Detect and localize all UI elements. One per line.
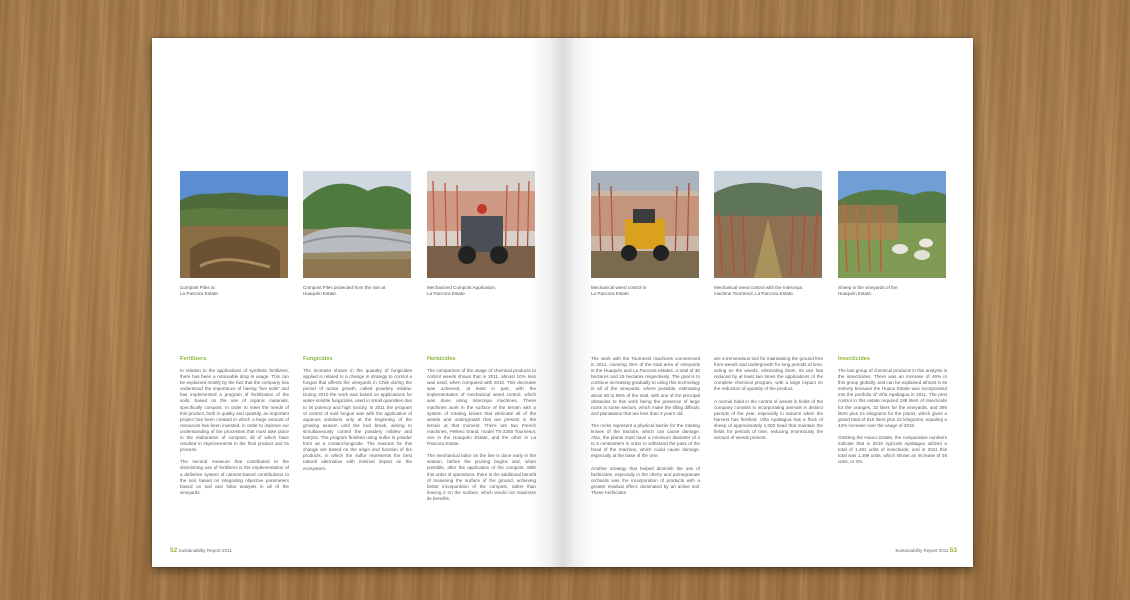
footer-right xyxy=(895,547,957,554)
caption-compost-protected: Compost Piles protected from the rain at Huaquén Estate. xyxy=(303,285,386,296)
page-number: 53 xyxy=(949,547,957,554)
column-fertilizers xyxy=(180,368,289,502)
footer-label: Sustainability Report 2011 xyxy=(178,548,232,553)
paragraph: The mechanical labor on the line is done early in the season, before the pruning begins and, when possible, after the application of the compost. With this order of operations, there is the additional benefit of loosening the surface of the ground, achieving better incorporation of the compost, rather than leaving it on the surface, which would not maximize its benefits. xyxy=(427,453,536,501)
paragraph: The rocks represent a physical barrier for the rotating knives of the tractors, which can cause damage. Also, the plants must have a minimum diameter of 4 to 5 centimeters in order to withstand the pass of the head of the machine, which could cause damage, especially at the base of the vine. xyxy=(591,422,700,459)
paragraph: are a tremendous tool for maintaining the ground free from weeds and undergrowth for long periods of time, acting on the weeds, eliminating them. Its use has reduced by at least two times the applications of the complete chemical program, with a large impact on the reduction of quantity of the product. xyxy=(714,356,823,392)
paragraph: The comparison of the usage of chemical products to control weeds shows that in 2011, almost 10% less was used, when compared with 2010. This decrease was achieved, at least in part, with the implementation of mechanical weed control, which was done using Intercepa machines. These machines work in the surface of the terrain with a system of rotating knives that eliminate all of the weeds and undergrowth that are present in the terrain at that moment. There are two French machines, Pellenc brand, model TS-2250 Tournesol, one in the Huaquén Estate, and the other in La Pancora Estate. xyxy=(427,368,536,447)
photo-sheep-vineyard xyxy=(838,171,946,278)
photo-compost-protected xyxy=(303,171,411,278)
column-tournesol xyxy=(591,356,700,502)
photo-mechanical-weed-control xyxy=(591,171,699,278)
column-insecticides xyxy=(838,368,947,471)
magazine-spread xyxy=(152,38,973,567)
heading-fertilizers: Fertilizers xyxy=(180,356,207,362)
photo-compost-application xyxy=(427,171,535,278)
page-number: 52 xyxy=(170,547,178,554)
paragraph: The increase shown in the quantity of fungicides applied is related to a change in strategy to control a fungus that affects the vineyards in Chile during the period of active growth, called powdery mildew. During 2010 the work was based on applications for water-soluble fungicides, used in small quantities due to its potency and high toxicity. In 2011 the program of control of said fungus was with the application of aqueous solutions only at the beginning of the growing season until the bud break, aiming to simultaneously control the powdery mildew and botrytis. The program finished using sulfur in powder form as a contact-fungicide. The reasons for this change are based on the origin and function of the products, in which the sulfur represents the best natural alternative with minimal impact on the ecosystem. xyxy=(303,368,412,471)
caption-intercepa-machine: Mechanical weed control with the Intercepa machine Tournesol, La Pancora Estate. xyxy=(714,285,803,296)
photo-intercepa-machine xyxy=(714,171,822,278)
paragraph: Omitting the Huaco Estate, the comparative numbers indicate that in 2010 Agrícola Apaltagua utilized a total of 1,461 units of insecticide, and in 2011 this total was 1,499 units, which shows an increase of 38 units, or 3%. xyxy=(838,434,947,465)
heading-herbicides: Herbicides xyxy=(427,356,456,362)
footer-left xyxy=(170,547,232,554)
heading-fungicides: Fungicides xyxy=(303,356,333,362)
heading-insecticides: Insecticides xyxy=(838,356,871,362)
caption-compost-piles: Compost Piles at La Pancora Estate. xyxy=(180,285,220,296)
photo-compost-piles xyxy=(180,171,288,278)
footer-label: Sustainability Report 2011 xyxy=(895,548,949,553)
paragraph: Another strategy that helped diminish the use of herbicides, especially in the cherry and pomegranate orchards was the incorporation of products with a greater residual effect, dominated by an active soil. These herbicides xyxy=(591,465,700,495)
column-herbicides xyxy=(427,368,536,508)
paragraph: The last group of chemical products in this analysis is the insecticides. There was an increase of 46% in this group globally, and can be explained almost in its entirety because the Huaco Estate was incorporated into the portfolio of Viña Apaltagua in 2011. The pest control in this estate required 188 liters of insecticide for the oranges, 32 liters for the vineyards, and 390 liters plus 24 kilograms for the plums, which gives a grand total of 610 liters plus 24 kilograms, equaling a 43% increase over the usage of 2010. xyxy=(838,368,947,428)
paragraph: A normal habit in the control of weeds in fields of the company consists in incorporating animals in distinct periods of the year, especially in autumn when the harvest has finished. Viña Apaltagua has a flock of sheep of approximately 1,000 head that maintain the fields for periods of time, reducing enormously the amount of weeds present. xyxy=(714,398,823,441)
caption-sheep-vineyard: Sheep in the vineyards of the Huaquén Estate. xyxy=(838,285,898,296)
paragraph: The second measure that contributed to the diminishing use of fertilizers is the implementation of a definitive system of nutrient-based contributions to the soil, based on integrating objective parameters based on soil and foliar analysis in all of the vineyards. xyxy=(180,459,289,495)
paragraph: In relation to the applications of synthetic fertilizers, there has been a noticeable drop in usage. This can be explained mostly by the fact that the company has understood the importance of having "live soils" and has implemented a program of fertilization of the soils, based on the use of organic materials, specifically compost. In order to meet the needs of this product, both in quality and quantity, an important project has been created in which a large amount of resources has been invested, in order to improve our understanding of the processes that must take place in the elaboration of compost, all of which have resulted in improvements in the final product and its process. xyxy=(180,368,289,453)
caption-compost-application: Mechanized Compost Application, La Pancora Estate. xyxy=(427,285,497,296)
left-page xyxy=(152,38,562,567)
column-fungicides xyxy=(303,368,412,478)
paragraph: The work with the Tournesol machines commenced in 2011, covering 25% of the total area of vineyards in the Huaquén and La Pancora estates, a total of 30 hectares and 15 hectares respectively. The goal is to continue increasing gradually to using this technology in all of the vineyards, where possible, estimating about 90 to 95% of the total, with one of the principal obstacles to this work being the presence of large rocks in some sectors, which make the tilling difficult, and plantations that are less than 3 years old. xyxy=(591,356,700,416)
caption-mechanical-weed-control: Mechanical weed control in La Pancora Estate. xyxy=(591,285,647,296)
column-herbicides-continued xyxy=(714,356,823,447)
right-page xyxy=(562,38,973,567)
